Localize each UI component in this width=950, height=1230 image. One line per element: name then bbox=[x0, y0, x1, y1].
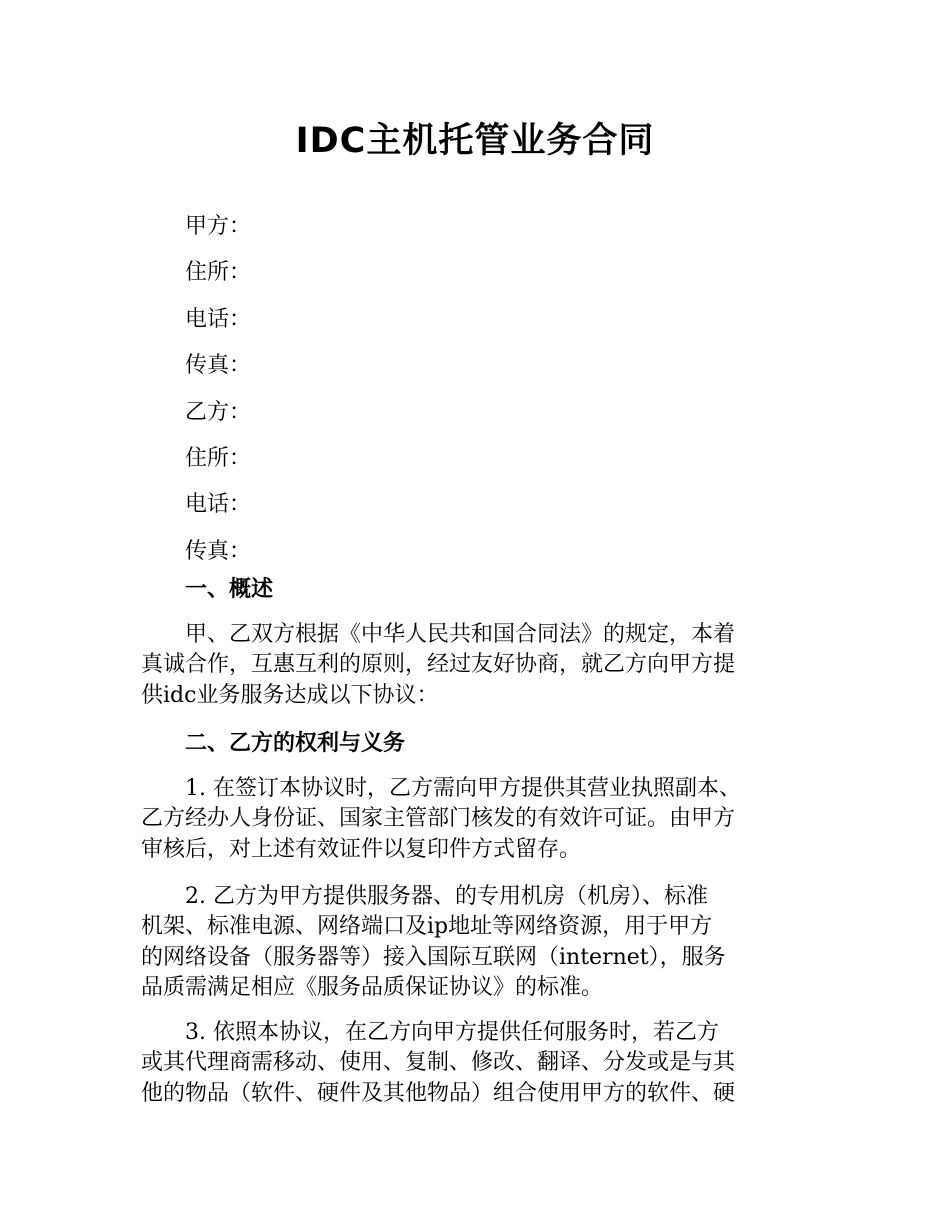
section-2-heading: 二、乙方的权利与义务 bbox=[185, 731, 406, 756]
party-b-phone-line: 电话： bbox=[185, 492, 252, 518]
paragraph-line: 他的物品（软件、硬件及其他物品）组合使用甲方的软件、硬 bbox=[141, 1080, 736, 1106]
paragraph-line: 2. 乙方为甲方提供服务器、的专用机房（机房）、标准 bbox=[185, 884, 708, 909]
paragraph-line: 或其代理商需移动、使用、复制、修改、翻译、分发或是与其 bbox=[141, 1050, 736, 1076]
paragraph-line: 机架、标准电源、网络端口及ip地址等网络资源，用于甲方 bbox=[141, 914, 713, 940]
paragraph-line: 1. 在签订本协议时，乙方需向甲方提供其营业执照副本、 bbox=[185, 776, 741, 801]
paragraph-line: 的网络设备（服务器等）接入国际互联网（internet），服务 bbox=[141, 944, 726, 970]
paragraph-line: 品质需满足相应《服务品质保证协议》的标准。 bbox=[141, 974, 604, 1000]
party-b-address-line: 住所： bbox=[185, 445, 252, 471]
paragraph-line: 甲、乙双方根据《中华人民共和国合同法》的规定，本着 bbox=[185, 622, 736, 647]
party-b-name-line: 乙方： bbox=[185, 399, 252, 425]
clause-3-paragraph bbox=[141, 1018, 813, 1109]
paragraph-line: 真诚合作，互惠互利的原则，经过友好协商，就乙方向甲方提 bbox=[141, 652, 736, 678]
paragraph-line: 审核后，对上述有效证件以复印件方式留存。 bbox=[141, 836, 582, 862]
section-1-heading: 一、概述 bbox=[185, 577, 274, 602]
paragraph-line: 供idc业务服务达成以下协议： bbox=[141, 682, 439, 708]
section-1-paragraph bbox=[141, 620, 813, 711]
paragraph-line: 3. 依照本协议，在乙方向甲方提供任何服务时，若乙方 bbox=[185, 1020, 719, 1045]
party-a-phone-line: 电话： bbox=[185, 306, 252, 332]
clause-1-paragraph bbox=[141, 774, 813, 865]
party-a-fax-line: 传真： bbox=[185, 353, 252, 379]
document-title: IDC主机托管业务合同 bbox=[295, 121, 655, 161]
paragraph-line: 乙方经办人身份证、国家主管部门核发的有效许可证。由甲方 bbox=[141, 806, 736, 832]
party-b-fax-line: 传真： bbox=[185, 538, 252, 564]
party-a-name-line: 甲方： bbox=[185, 214, 252, 239]
party-a-address-line: 住所： bbox=[185, 260, 252, 286]
clause-2-paragraph bbox=[141, 882, 813, 1003]
party-info-list bbox=[185, 204, 251, 575]
